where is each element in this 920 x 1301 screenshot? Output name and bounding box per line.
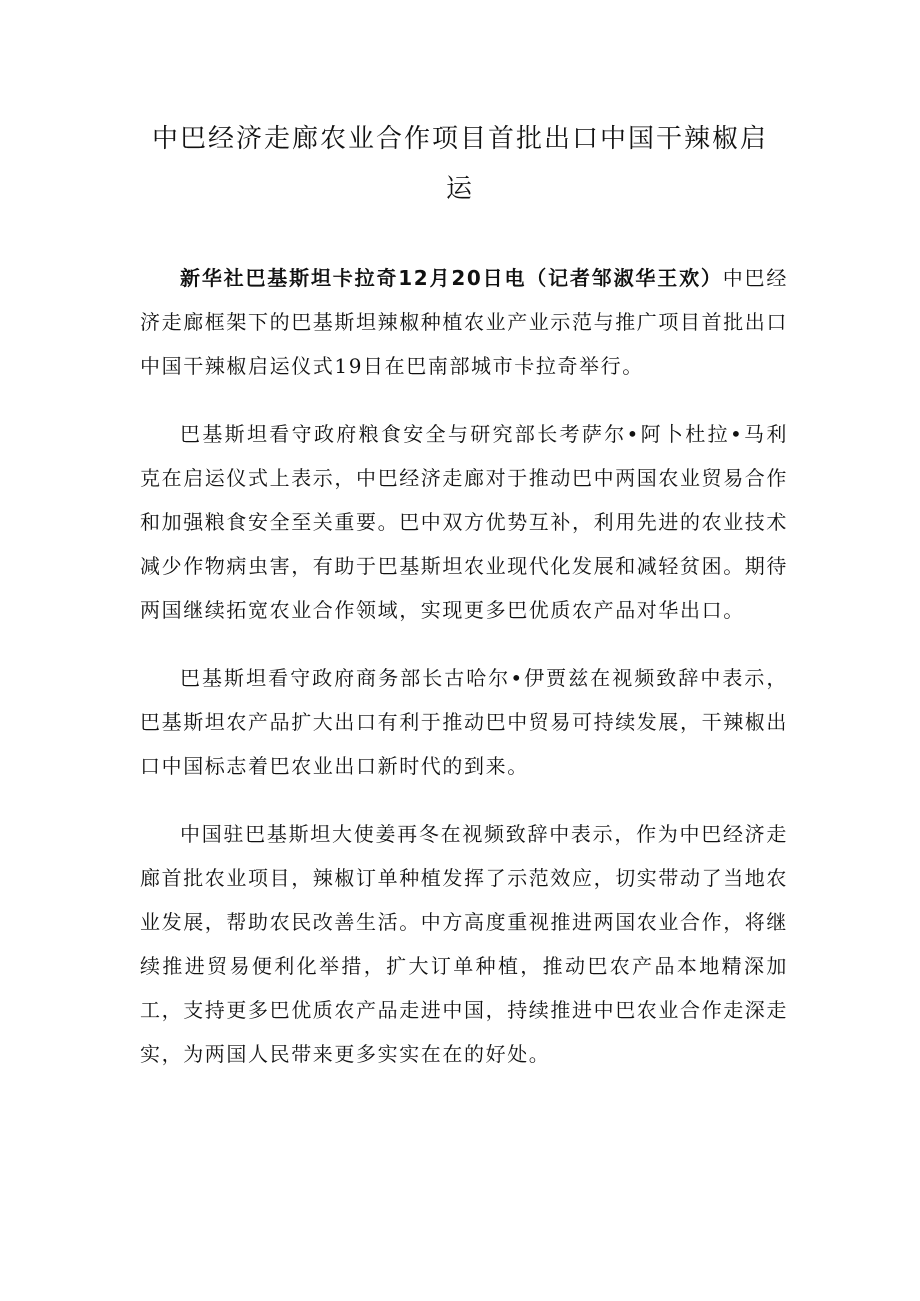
paragraph-4 [140,812,788,1076]
paragraph-2-text: 巴基斯坦看守政府粮食安全与研究部长考萨尔•阿卜杜拉•马利克在启运仪式上表示，中巴经济走廊对于推动巴中两国农业贸易合作和加强粮食安全至关重要。巴中双方优势互补，利用先进的农业技术减少作物病虫害，有助于巴基斯坦农业现代化发展和减轻贫困。期待两国继续拓宽农业合作领域，实现更多巴优质农产品对华出口。 [140,422,788,622]
paragraph-3 [140,656,788,788]
paragraph-2 [140,412,788,632]
article-body [140,256,788,1100]
paragraph-1-text: 中巴经济走廊框架下的巴基斯坦辣椒种植农业产业示范与推广项目首批出口中国干辣椒启运仪式19日在巴南部城市卡拉奇举行。 [140,266,788,378]
article-title: 中巴经济走廊农业合作项目首批出口中国干辣椒启运 [151,124,768,204]
paragraph-3-text: 巴基斯坦看守政府商务部长古哈尔•伊贾兹在视频致辞中表示，巴基斯坦农产品扩大出口有利于推动巴中贸易可持续发展，干辣椒出口中国标志着巴农业出口新时代的到来。 [140,666,788,778]
paragraph-4-text: 中国驻巴基斯坦大使姜再冬在视频致辞中表示，作为中巴经济走廊首批农业项目，辣椒订单种植发挥了示范效应，切实带动了当地农业发展，帮助农民改善生活。中方高度重视推进两国农业合作，将继续推进贸易便利化举措，扩大订单种植，推动巴农产品本地精深加工，支持更多巴优质农产品走进中国，持续推进中巴农业合作走深走实，为两国人民带来更多实实在在的好处。 [140,822,788,1066]
paragraph-1 [140,256,788,388]
dateline: 新华社巴基斯坦卡拉奇12月20日电（记者邹淑华王欢） [180,266,723,290]
